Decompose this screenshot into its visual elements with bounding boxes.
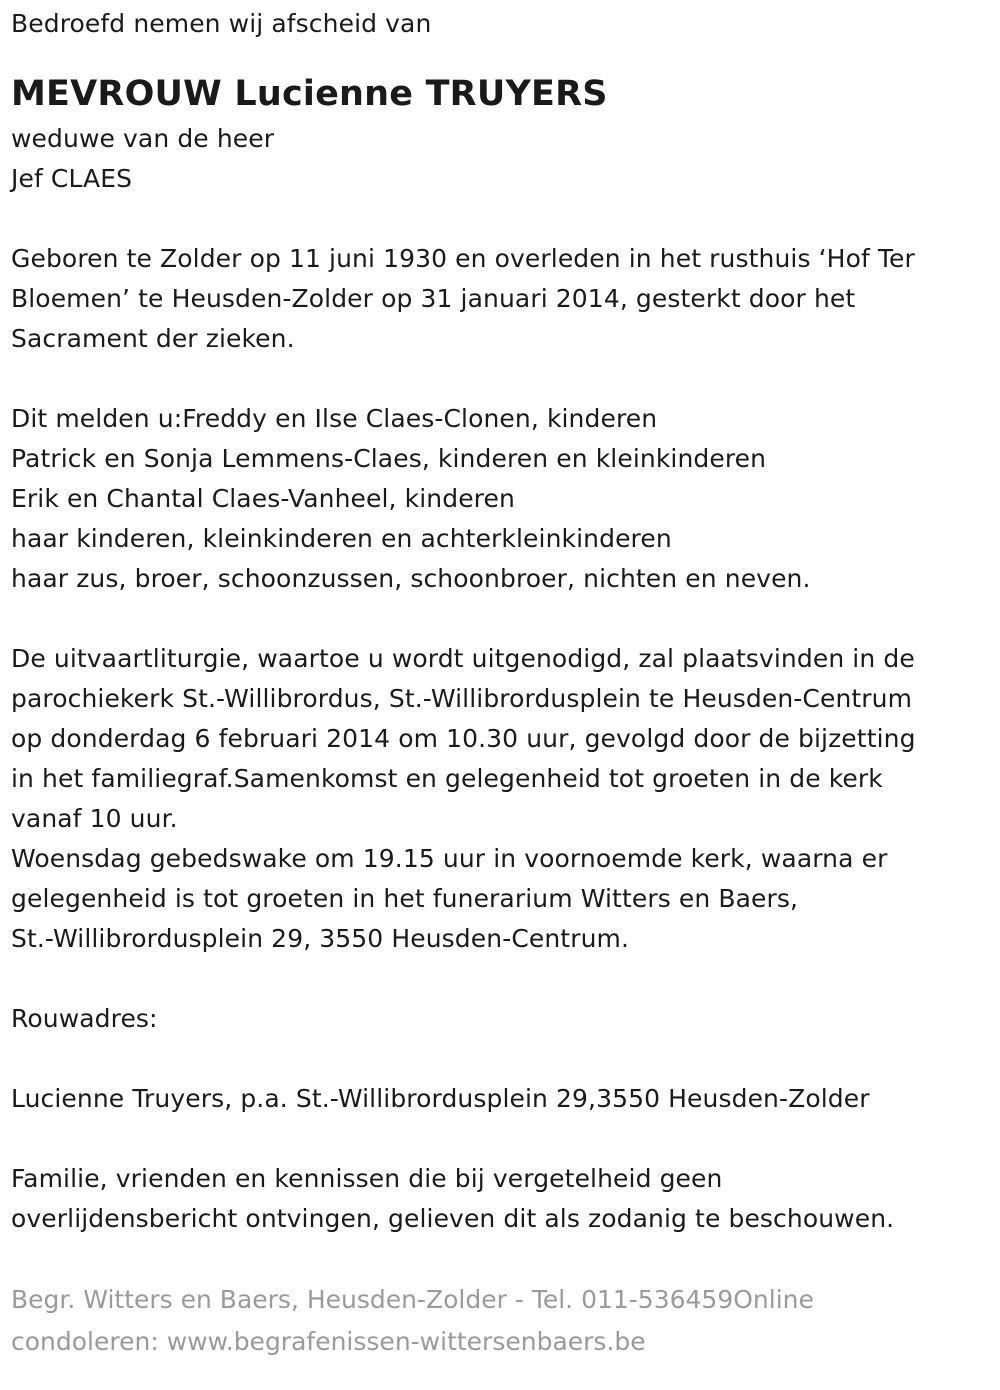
spacer bbox=[11, 959, 988, 999]
ceremony-line: Woensdag gebedswake om 19.15 uur in voornoemde kerk, waarna er bbox=[11, 844, 888, 873]
family-line: haar zus, broer, schoonzussen, schoonbroer, nichten en neven. bbox=[11, 564, 811, 593]
intro-text: Bedroefd nemen wij afscheid van bbox=[11, 9, 432, 38]
footer bbox=[11, 1279, 988, 1363]
widow-of-text: weduwe van de heer bbox=[11, 124, 275, 153]
closing-paragraph bbox=[11, 1159, 988, 1239]
address-label: Rouwadres: bbox=[11, 1004, 158, 1033]
ceremony-line: vanaf 10 uur. bbox=[11, 804, 178, 833]
ceremony-line: gelegenheid is tot groeten in het funerarium Witters en Baers, bbox=[11, 884, 799, 913]
family-paragraph bbox=[11, 399, 988, 599]
family-line: Dit melden u:Freddy en Ilse Claes-Clonen, kinderen bbox=[11, 404, 658, 433]
spouse-name: Jef CLAES bbox=[11, 164, 133, 193]
spacer bbox=[11, 1119, 988, 1159]
footer-line: Begr. Witters en Baers, Heusden-Zolder - Tel. 011-536459Online bbox=[11, 1285, 814, 1314]
ceremony-line: St.-Willibrordusplein 29, 3550 Heusden-Centrum. bbox=[11, 924, 630, 953]
deceased-name: MEVROUW Lucienne TRUYERS bbox=[11, 74, 608, 114]
spacer bbox=[11, 199, 988, 239]
ceremony-line: parochiekerk St.-Willibrordus, St.-Willibrordusplein te Heusden-Centrum bbox=[11, 684, 913, 713]
ceremony-paragraph bbox=[11, 639, 988, 959]
family-line: Patrick en Sonja Lemmens-Claes, kinderen en kleinkinderen bbox=[11, 444, 767, 473]
footer-line: condoleren: www.begrafenissen-wittersenbaers.be bbox=[11, 1327, 646, 1356]
spacer bbox=[11, 599, 988, 639]
closing-line: overlijdensbericht ontvingen, gelieven dit als zodanig te beschouwen. bbox=[11, 1204, 895, 1233]
paragraph-line: Geboren te Zolder op 11 juni 1930 en overleden in het rusthuis ‘Hof Ter bbox=[11, 244, 915, 273]
spacer bbox=[11, 44, 988, 69]
spacer bbox=[11, 1039, 988, 1079]
paragraph-line: Sacrament der zieken. bbox=[11, 324, 295, 353]
birth-death-paragraph bbox=[11, 239, 988, 359]
paragraph-line: Bloemen’ te Heusden-Zolder op 31 januari 2014, gesterkt door het bbox=[11, 284, 856, 313]
family-line: haar kinderen, kleinkinderen en achterkleinkinderen bbox=[11, 524, 672, 553]
closing-line: Familie, vrienden en kennissen die bij vergetelheid geen bbox=[11, 1164, 723, 1193]
ceremony-line: De uitvaartliturgie, waartoe u wordt uitgenodigd, zal plaatsvinden in de bbox=[11, 644, 915, 673]
ceremony-line: in het familiegraf.Samenkomst en gelegenheid tot groeten in de kerk bbox=[11, 764, 883, 793]
ceremony-line: op donderdag 6 februari 2014 om 10.30 uur, gevolgd door de bijzetting bbox=[11, 724, 916, 753]
mourning-address: Lucienne Truyers, p.a. St.-Willibrordusplein 29,3550 Heusden-Zolder bbox=[11, 1084, 870, 1113]
spacer bbox=[11, 1239, 988, 1279]
spacer bbox=[11, 359, 988, 399]
family-line: Erik en Chantal Claes-Vanheel, kinderen bbox=[11, 484, 515, 513]
